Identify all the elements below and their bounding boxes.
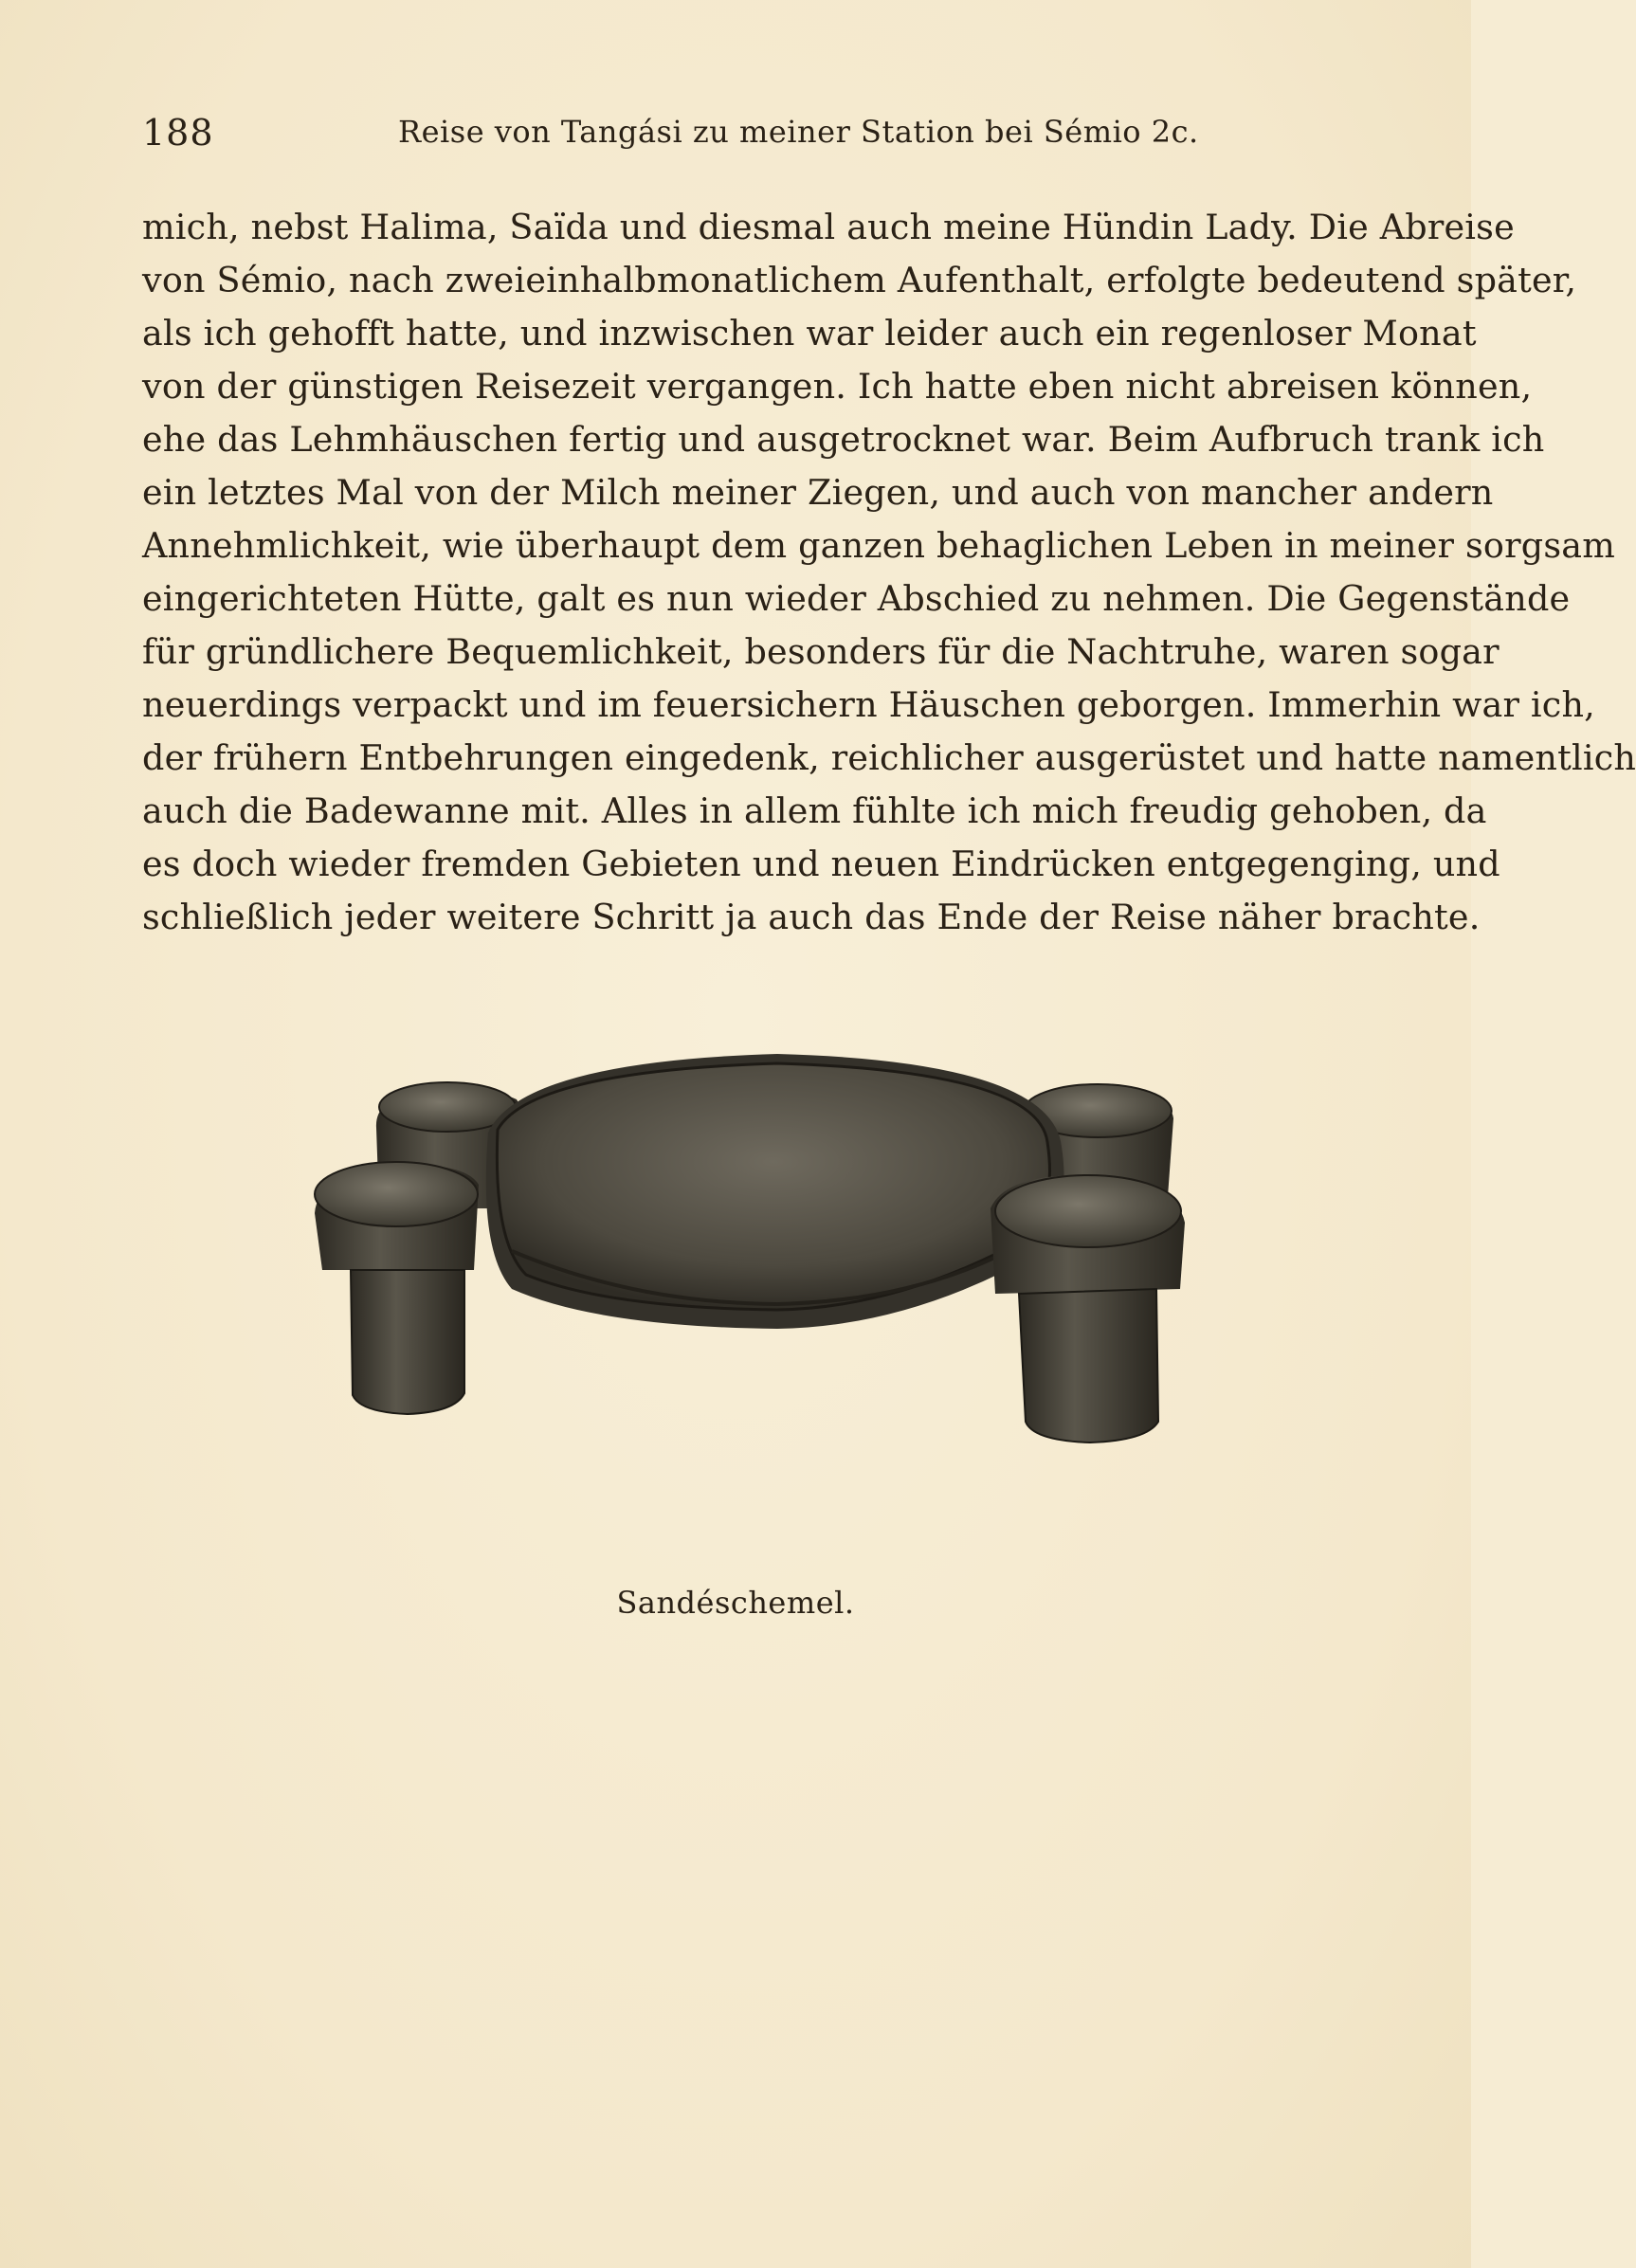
text-line: für gründlichere Bequemlichkeit, besonders für die Nachtruhe, waren sogar: [142, 631, 1500, 672]
text-line: von der günstigen Reisezeit vergangen. Ich hatte eben nicht abreisen können,: [142, 366, 1533, 407]
text-line: von Sémio, nach zweieinhalbmonatlichem Aufenthalt, erfolgte bedeutend später,: [142, 260, 1577, 300]
figure-caption: Sandéschemel.: [616, 1585, 855, 1621]
text-line: als ich gehofft hatte, und inzwischen war leider auch ein regenloser Monat: [142, 313, 1477, 354]
page-number: 188: [142, 112, 214, 154]
text-line: ein letztes Mal von der Milch meiner Ziegen, und auch von mancher andern: [142, 472, 1494, 513]
stool-seat: [486, 1054, 1064, 1329]
text-line: auch die Badewanne mit. Alles in allem fühlte ich mich freudig gehoben, da: [142, 790, 1487, 831]
front-right-leg: [991, 1175, 1185, 1442]
text-line: der frühern Entbehrungen eingedenk, reichlicher ausgerüstet und hatte namentlich: [142, 737, 1636, 778]
stool-illustration: [322, 1043, 1232, 1592]
text-line: mich, nebst Halima, Saïda und diesmal auch meine Hündin Lady. Die Abreise: [142, 207, 1515, 247]
text-line: Annehmlichkeit, wie überhaupt dem ganzen behaglichen Leben in meiner sorgsam: [142, 525, 1616, 566]
running-title: Reise von Tangási zu meiner Station bei Sémio 2c.: [398, 114, 1199, 150]
text-line: ehe das Lehmhäuschen fertig und ausgetrocknet war. Beim Aufbruch trank ich: [142, 419, 1545, 460]
text-line: eingerichteten Hütte, galt es nun wieder Abschied zu nehmen. Die Gegenstände: [142, 578, 1571, 619]
text-line: schließlich jeder weitere Schritt ja auch das Ende der Reise näher brachte.: [142, 897, 1481, 937]
page-header: [142, 112, 1422, 169]
front-left-leg: [315, 1162, 479, 1414]
body-paragraph: [142, 201, 1636, 944]
text-line: neuerdings verpackt und im feuersichern Häuschen geborgen. Immerhin war ich,: [142, 684, 1595, 725]
stool-engraving: [322, 1043, 1232, 1592]
text-line: es doch wieder fremden Gebieten und neuen Eindrücken entgegenging, und: [142, 844, 1500, 884]
